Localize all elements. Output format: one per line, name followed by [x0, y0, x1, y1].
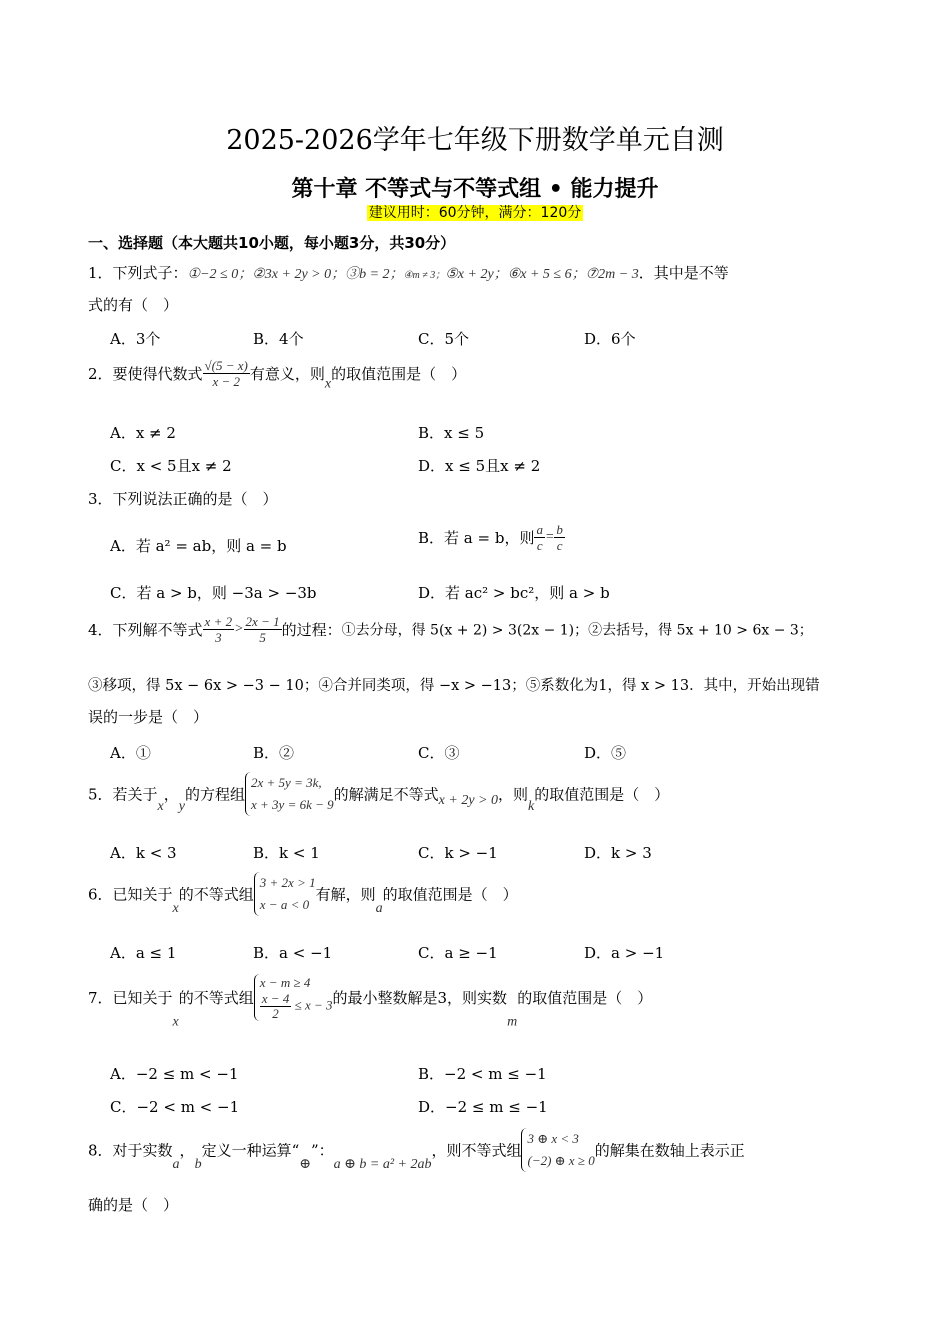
q3-optb-den1: c [536, 538, 543, 553]
q8-op: ⊕ [299, 1157, 311, 1172]
question-2-stem [88, 358, 466, 393]
q6-mid2: 有解，则 [315, 885, 376, 904]
question-3-stem: 3．下列说法正确的是（ ） [88, 490, 278, 508]
q4-frac1 [203, 614, 235, 645]
q5-option-a[interactable]: A．k < 3 [110, 844, 177, 862]
question-8-line2: 确的是（ ） [88, 1196, 179, 1214]
q8-mid2: ”： [310, 1141, 334, 1160]
q4-f1-num: x + 2 [204, 614, 233, 629]
q2-option-b[interactable]: B．x ≤ 5 [418, 424, 485, 442]
q7-option-a[interactable]: A．−2 ≤ m < −1 [110, 1065, 239, 1083]
q3-optb-frac1 [534, 522, 545, 553]
time-note [0, 202, 950, 222]
q3-optb-den2: c [556, 538, 563, 553]
question-1-line2: 式的有（ ） [88, 296, 179, 314]
q2-prefix: 2．要使得代数式 [88, 365, 203, 383]
q8-mid3: ，则不等式组 [431, 1141, 522, 1160]
q6-prefix: 6．已知关于 [88, 885, 173, 904]
q4-prefix: 4．下列解不等式 [88, 621, 203, 639]
q8-system [521, 1128, 594, 1172]
q1-item-7: ⑦2m − 3 [585, 267, 639, 282]
q4-f2-den: 5 [259, 630, 266, 645]
q2-suffix: 的取值范围是（ ） [331, 365, 467, 383]
q7-var-m: m [507, 1014, 518, 1030]
q8-comma: ， [179, 1141, 195, 1160]
q5-mid: 的方程组 [185, 785, 246, 804]
q7-var-x: x [172, 1014, 179, 1030]
q5-var-k: k [528, 799, 535, 814]
q4-frac2 [244, 614, 282, 645]
q6-eq2: x − a < 0 [259, 897, 310, 912]
q2-frac-num: √(5 − x) [204, 358, 248, 373]
q6-var-a: a [375, 901, 383, 916]
q3-option-b[interactable] [418, 522, 565, 553]
q3-optb-num2: b [556, 522, 563, 537]
q3-optb-num1: a [536, 522, 543, 537]
q5-eq2: x + 3y = 6k − 9 [251, 797, 334, 812]
q4-step1: ①去分母，得 5(x + 2) > 3(2x − 1)； [341, 622, 589, 639]
q4-mid: 的过程： [281, 621, 342, 639]
q6-var-x: x [172, 901, 179, 916]
q7-option-d[interactable]: D．−2 ≤ m ≤ −1 [418, 1098, 548, 1116]
q4-f2-num: 2x − 1 [245, 614, 280, 629]
q1-option-d[interactable]: D．6个 [584, 330, 636, 348]
question-4-stem [88, 614, 813, 645]
q6-option-d[interactable]: D．a > −1 [584, 944, 665, 962]
question-6-stem [88, 872, 518, 917]
q5-eq1: 2x + 5y = 3k, [251, 775, 322, 790]
q5-option-c[interactable]: C．k > −1 [418, 844, 498, 862]
q4-option-b[interactable]: B．② [253, 744, 295, 762]
q2-fraction [203, 358, 250, 389]
q6-system [254, 872, 316, 916]
q8-def: a ⊕ b = a² + 2ab [333, 1157, 432, 1172]
q1-item-5: ⑤x + 2y； [445, 267, 508, 282]
q5-mid2: 的解满足不等式 [333, 785, 439, 804]
q6-suffix: 的取值范围是（ ） [382, 885, 518, 904]
q6-mid: 的不等式组 [178, 885, 254, 904]
question-1-stem [88, 262, 729, 283]
q7-eq2-den: 2 [272, 1006, 279, 1021]
q4-option-a[interactable]: A．① [110, 744, 151, 762]
q3-option-a[interactable]: A．若 a² = ab，则 a = b [110, 537, 287, 555]
q4-gt: > [234, 621, 244, 637]
q5-system [245, 772, 334, 816]
q3-optb-prefix: B．若 a = b，则 [418, 529, 535, 547]
q3-optb-eq: = [544, 529, 555, 545]
q1-option-b[interactable]: B．4个 [253, 330, 304, 348]
q5-option-d[interactable]: D．k > 3 [584, 844, 652, 862]
q5-option-b[interactable]: B．k < 1 [253, 844, 320, 862]
question-5-stem [88, 772, 669, 816]
q5-suffix: 的取值范围是（ ） [534, 785, 670, 804]
question-4-line2: ③移项，得 5x − 6x > −3 − 10；④合并同类项，得 −x > −13；⑤系数化为1，得 x > 13．其中，开始出现错 [88, 678, 820, 694]
q1-item-4: ④m ≠ 3； [403, 270, 446, 281]
q7-suffix: 的取值范围是（ ） [517, 989, 653, 1007]
q7-eq2-frac [260, 992, 292, 1021]
q8-prefix: 8．对于实数 [88, 1141, 173, 1160]
q7-mid2: 的最小整数解是3，则实数 [332, 989, 508, 1007]
time-note-text: 建议用时：60分钟，满分：120分 [368, 205, 582, 221]
q8-var-b: b [194, 1157, 202, 1172]
q5-prefix: 5．若关于 [88, 785, 158, 804]
q4-option-c[interactable]: C．③ [418, 744, 460, 762]
q4-f1-den: 3 [215, 630, 222, 645]
question-8-stem [88, 1128, 745, 1173]
q8-var-a: a [172, 1157, 180, 1172]
q1-option-a[interactable]: A．3个 [110, 330, 161, 348]
q7-eq2-rest: ≤ x − 3 [294, 997, 333, 1013]
q2-option-a[interactable]: A．x ≠ 2 [110, 424, 176, 442]
q2-frac-den: x − 2 [212, 374, 240, 389]
q4-option-d[interactable]: D．⑤ [584, 744, 627, 762]
q6-option-a[interactable]: A．a ≤ 1 [110, 944, 177, 962]
q8-suffix: 的解集在数轴上表示正 [594, 1141, 745, 1160]
q2-mid: 有意义，则 [249, 365, 325, 383]
q5-comma: ， [163, 785, 179, 804]
q5-mid3: ，则 [498, 785, 529, 804]
q6-eq1: 3 + 2x > 1 [259, 875, 316, 890]
q7-mid: 的不等式组 [178, 989, 254, 1007]
question-7-stem [88, 974, 652, 1031]
q1-item-1: ①−2 ≤ 0； [187, 267, 253, 282]
q1-prefix: 1．下列式子： [88, 264, 188, 282]
q1-option-c[interactable]: C．5个 [418, 330, 470, 348]
chapter-subtitle: 第十章 不等式与不等式组 • 能力提升 [291, 177, 659, 202]
q3-optb-frac2 [554, 522, 565, 553]
q8-eq2: (−2) ⊕ x ≥ 0 [527, 1153, 595, 1168]
q1-item-2: ②3x + 2y > 0； [252, 267, 346, 282]
q5-ineq: x + 2y > 0 [438, 793, 498, 808]
q7-option-c[interactable]: C．−2 < m < −1 [110, 1098, 240, 1116]
q7-eq1: x − m ≥ 4 [259, 975, 311, 990]
q5-var-x: x [157, 799, 164, 814]
q8-mid: 定义一种运算“ [201, 1141, 300, 1160]
q8-eq1: 3 ⊕ x < 3 [527, 1131, 579, 1146]
q5-var-y: y [178, 799, 185, 814]
q7-system [254, 974, 333, 1021]
q1-item-6: ⑥x + 5 ≤ 6； [507, 267, 586, 282]
q6-option-c[interactable]: C．a ≥ −1 [418, 944, 498, 962]
q7-eq2-num: x − 4 [261, 991, 290, 1006]
question-4-line3: 误的一步是（ ） [88, 708, 209, 726]
q2-option-c[interactable]: C．x < 5且x ≠ 2 [110, 457, 232, 475]
q6-option-b[interactable]: B．a < −1 [253, 944, 333, 962]
q2-var: x [324, 376, 332, 392]
q2-option-d[interactable]: D．x ≤ 5且x ≠ 2 [418, 457, 541, 475]
q7-option-b[interactable]: B．−2 < m ≤ −1 [418, 1065, 547, 1083]
q3-option-c[interactable]: C．若 a > b，则 −3a > −3b [110, 584, 317, 602]
q1-item-3: ③b = 2； [345, 267, 404, 282]
q3-option-d[interactable]: D．若 ac² > bc²，则 a > b [418, 584, 610, 602]
page-title: 2025-2026学年七年级下册数学单元自测 [226, 125, 724, 156]
q4-step2: ②去括号，得 5x + 10 > 6x − 3； [588, 622, 813, 639]
q1-suffix: ．其中是不等 [638, 264, 729, 282]
q7-prefix: 7．已知关于 [88, 989, 173, 1007]
section-heading: 一、选择题（本大题共10小题，每小题3分，共30分） [88, 234, 456, 252]
